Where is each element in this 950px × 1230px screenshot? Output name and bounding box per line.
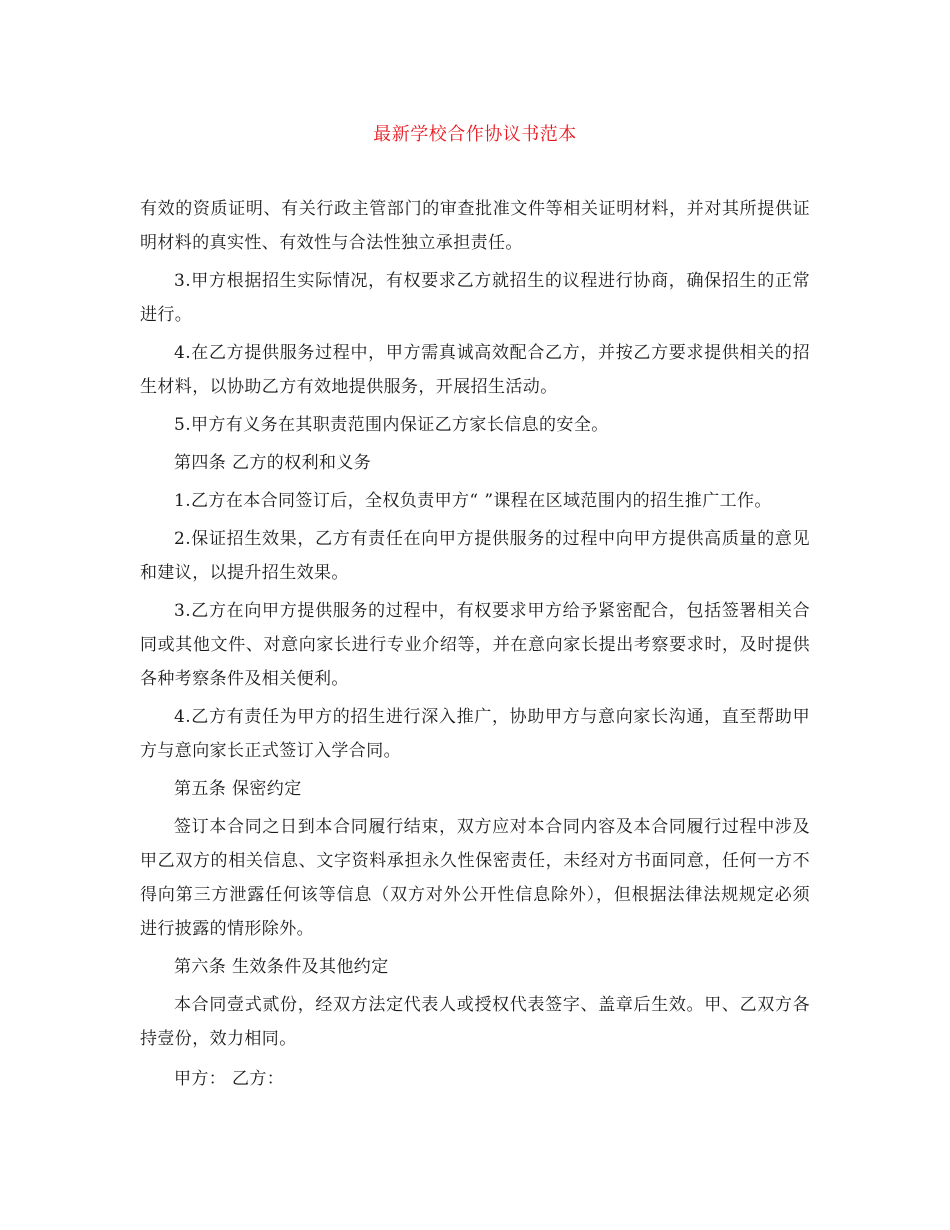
section-heading-6: 第六条 生效条件及其他约定 (174, 957, 389, 977)
paragraph-6: 2.保证招生效果，乙方有责任在向甲方提供服务的过程中向甲方提供高质量的意见和建议，以提升招生效果。 (140, 529, 810, 583)
section-heading-5: 第五条 保密约定 (174, 779, 302, 799)
paragraph-10: 签订本合同之日到本合同履行结束，双方应对本合同内容及本合同履行过程中涉及甲乙双方的相关信息、文字资料承担永久性保密责任，未经对方书面同意，任何一方不得向第三方泄露任何该等信息（双方对外公开性信息除外），但根据法律法规规定必须进行披露的情形除外。 (140, 817, 810, 939)
paragraph-2: 4.在乙方提供服务过程中，甲方需真诚高效配合乙方，并按乙方要求提供相关的招生材料，以协助乙方有效地提供服务，开展招生活动。 (140, 343, 810, 397)
section-heading-4: 第四条 乙方的权利和义务 (174, 453, 372, 473)
paragraph-1: 3.甲方根据招生实际情况，有权要求乙方就招生的议程进行协商，确保招生的正常进行。 (140, 271, 810, 325)
document-title: 最新学校合作协议书范本 (373, 124, 577, 145)
paragraph-12: 本合同壹式贰份，经双方法定代表人或授权代表签字、盖章后生效。甲、乙双方各持壹份，效力相同。 (140, 995, 810, 1049)
signature-line: 甲方： 乙方： (174, 1069, 285, 1089)
document-body (140, 192, 810, 1096)
paragraph-5: 1.乙方在本合同签订后，全权负责甲方“ ”课程在区域范围内的招生推广工作。 (174, 491, 772, 511)
paragraph-7: 3.乙方在向甲方提供服务的过程中，有权要求甲方给予紧密配合，包括签署相关合同或其他文件、对意向家长进行专业介绍等，并在意向家长提出考察要求时，及时提供各种考察条件及相关便利。 (140, 601, 810, 689)
paragraph-3: 5.甲方有义务在其职责范围内保证乙方家长信息的安全。 (174, 415, 609, 435)
paragraph-8: 4.乙方有责任为甲方的招生进行深入推广，协助甲方与意向家长沟通，直至帮助甲方与意向家长正式签订入学合同。 (140, 707, 810, 761)
paragraph-0: 有效的资质证明、有关行政主管部门的审查批准文件等相关证明材料，并对其所提供证明材料的真实性、有效性与合法性独立承担责任。 (140, 199, 810, 253)
